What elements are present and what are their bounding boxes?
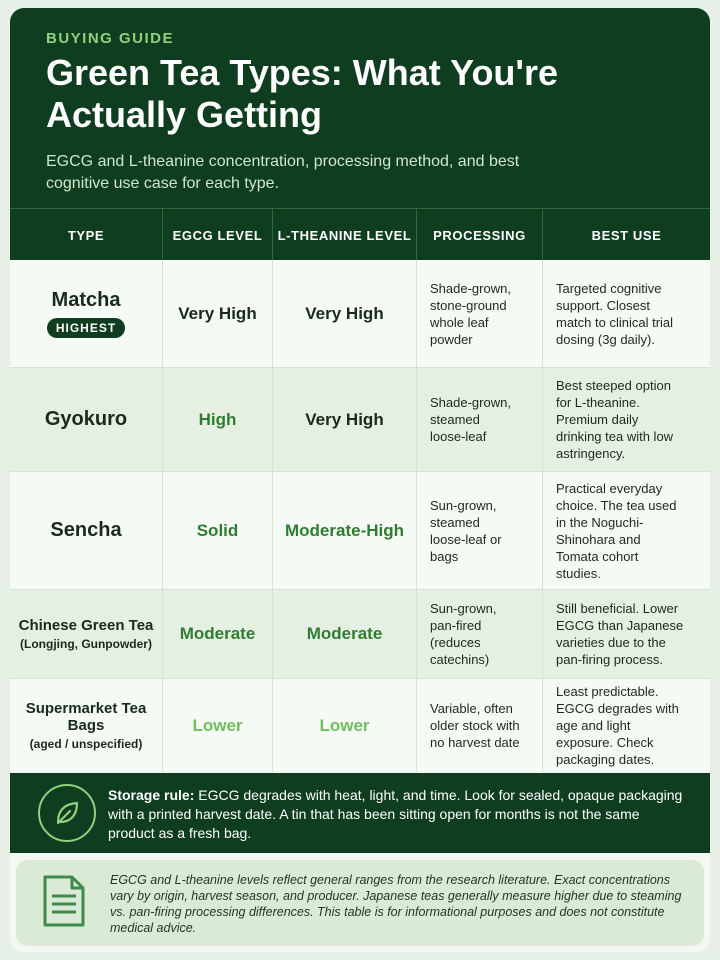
- type-cell: [10, 260, 163, 367]
- table-row: [10, 590, 710, 679]
- page-title: Green Tea Types: What You're Actually Getting: [46, 52, 559, 135]
- theanine-level: Lower: [319, 715, 370, 735]
- type-name: Gyokuro: [44, 408, 128, 430]
- type-name: Sencha: [50, 519, 122, 541]
- best-use-cell: [543, 590, 710, 678]
- type-name: Chinese Green Tea: [18, 617, 154, 634]
- egcg-level: High: [198, 409, 237, 429]
- best-use-cell: [543, 679, 710, 772]
- table-row: [10, 679, 710, 772]
- col-header-egcg: EGCG LEVEL: [163, 209, 273, 261]
- best-use-cell: [543, 368, 710, 471]
- theanine-cell: [273, 472, 417, 589]
- processing-cell: [417, 472, 543, 589]
- storage-rule-text: [108, 786, 688, 843]
- col-header-theanine: L-THEANINE LEVEL: [273, 209, 417, 261]
- processing-cell: [417, 590, 543, 678]
- theanine-cell: [273, 590, 417, 678]
- processing-text: Sun-grown, steamed loose-leaf or bags: [430, 497, 502, 564]
- processing-text: Sun-grown, pan-fired (reduces catechins): [430, 601, 497, 667]
- storage-rule-label: Storage rule:: [108, 787, 195, 803]
- col-header-type: TYPE: [10, 209, 163, 261]
- processing-cell: [417, 260, 543, 367]
- theanine-cell: [273, 368, 417, 471]
- document-icon: [42, 874, 86, 933]
- best-use-text: Practical everyday choice. The tea used in the Noguchi- Shinohara and Tomata cohort studies.: [556, 480, 677, 581]
- theanine-level: Very High: [305, 409, 384, 429]
- theanine-level: Very High: [305, 303, 384, 323]
- processing-cell: [417, 679, 543, 772]
- highest-badge: HIGHEST: [47, 318, 125, 338]
- page-subtitle: EGCG and L-theanine concentration, processing method, and best cognitive use case for each type.: [46, 153, 520, 192]
- type-cell: [10, 590, 163, 678]
- egcg-level: Very High: [178, 303, 257, 323]
- eyebrow-label: BUYING GUIDE: [46, 30, 175, 47]
- egcg-cell: [163, 679, 273, 772]
- processing-text: Variable, often older stock with no harvest date: [430, 701, 520, 750]
- disclaimer-text: EGCG and L-theanine levels reflect general ranges from the research literature. Exact concentrations vary by origin, harvest season, and producer. Japanese teas generally measure higher due to steaming vs. pan-firing processing differences. This table is for informational purposes and does not constitute medical advice.: [110, 873, 682, 935]
- table-header: [10, 208, 710, 260]
- egcg-level: Moderate: [179, 624, 256, 643]
- col-header-best-use: BEST USE: [591, 227, 662, 243]
- best-use-cell: [543, 472, 710, 589]
- egcg-cell: [163, 590, 273, 678]
- table-body: [10, 260, 710, 772]
- egcg-level: Lower: [192, 715, 243, 735]
- egcg-cell: [163, 368, 273, 471]
- storage-rule-banner: [10, 773, 710, 853]
- buying-guide-card: [10, 8, 710, 952]
- theanine-cell: [273, 679, 417, 772]
- type-name: Supermarket Tea Bags: [25, 700, 147, 734]
- processing-cell: [417, 368, 543, 471]
- egcg-level: Solid: [196, 520, 239, 540]
- type-subtitle: (Longjing, Gunpowder): [20, 637, 152, 651]
- best-use-text: Least predictable. EGCG degrades with age and light exposure. Check packaging dates.: [556, 684, 679, 767]
- table-row: [10, 260, 710, 368]
- theanine-level: Moderate-High: [285, 520, 404, 540]
- best-use-text: Best steeped option for L-theanine. Premium daily drinking tea with low astringency.: [556, 378, 674, 461]
- disclaimer-note: [16, 860, 704, 946]
- header: [10, 8, 710, 208]
- processing-text: Shade-grown, stone-ground whole leaf powder: [430, 280, 511, 347]
- egcg-cell: [163, 260, 273, 367]
- leaf-icon: [38, 784, 96, 842]
- processing-text: Shade-grown, steamed loose-leaf: [430, 395, 511, 444]
- table-row: [10, 368, 710, 472]
- type-name: Matcha: [51, 289, 121, 311]
- best-use-text: Still beneficial. Lower EGCG than Japanese varieties due to the pan-firing process.: [556, 601, 684, 667]
- type-cell: [10, 679, 163, 772]
- best-use-cell: [543, 260, 710, 367]
- type-subtitle: (aged / unspecified): [29, 737, 143, 751]
- col-header-processing: PROCESSING: [417, 209, 543, 261]
- storage-rule-body: EGCG degrades with heat, light, and time. Look for sealed, opaque packaging with a printed harvest date. A tin that has been sitting open for months is not the same product as a fresh bag.: [108, 787, 683, 841]
- egcg-cell: [163, 472, 273, 589]
- theanine-cell: [273, 260, 417, 367]
- table-row: [10, 472, 710, 590]
- theanine-level: Moderate: [306, 624, 383, 643]
- best-use-text: Targeted cognitive support. Closest match to clinical trial dosing (3g daily).: [556, 280, 674, 347]
- type-cell: [10, 368, 163, 471]
- type-cell: [10, 472, 163, 589]
